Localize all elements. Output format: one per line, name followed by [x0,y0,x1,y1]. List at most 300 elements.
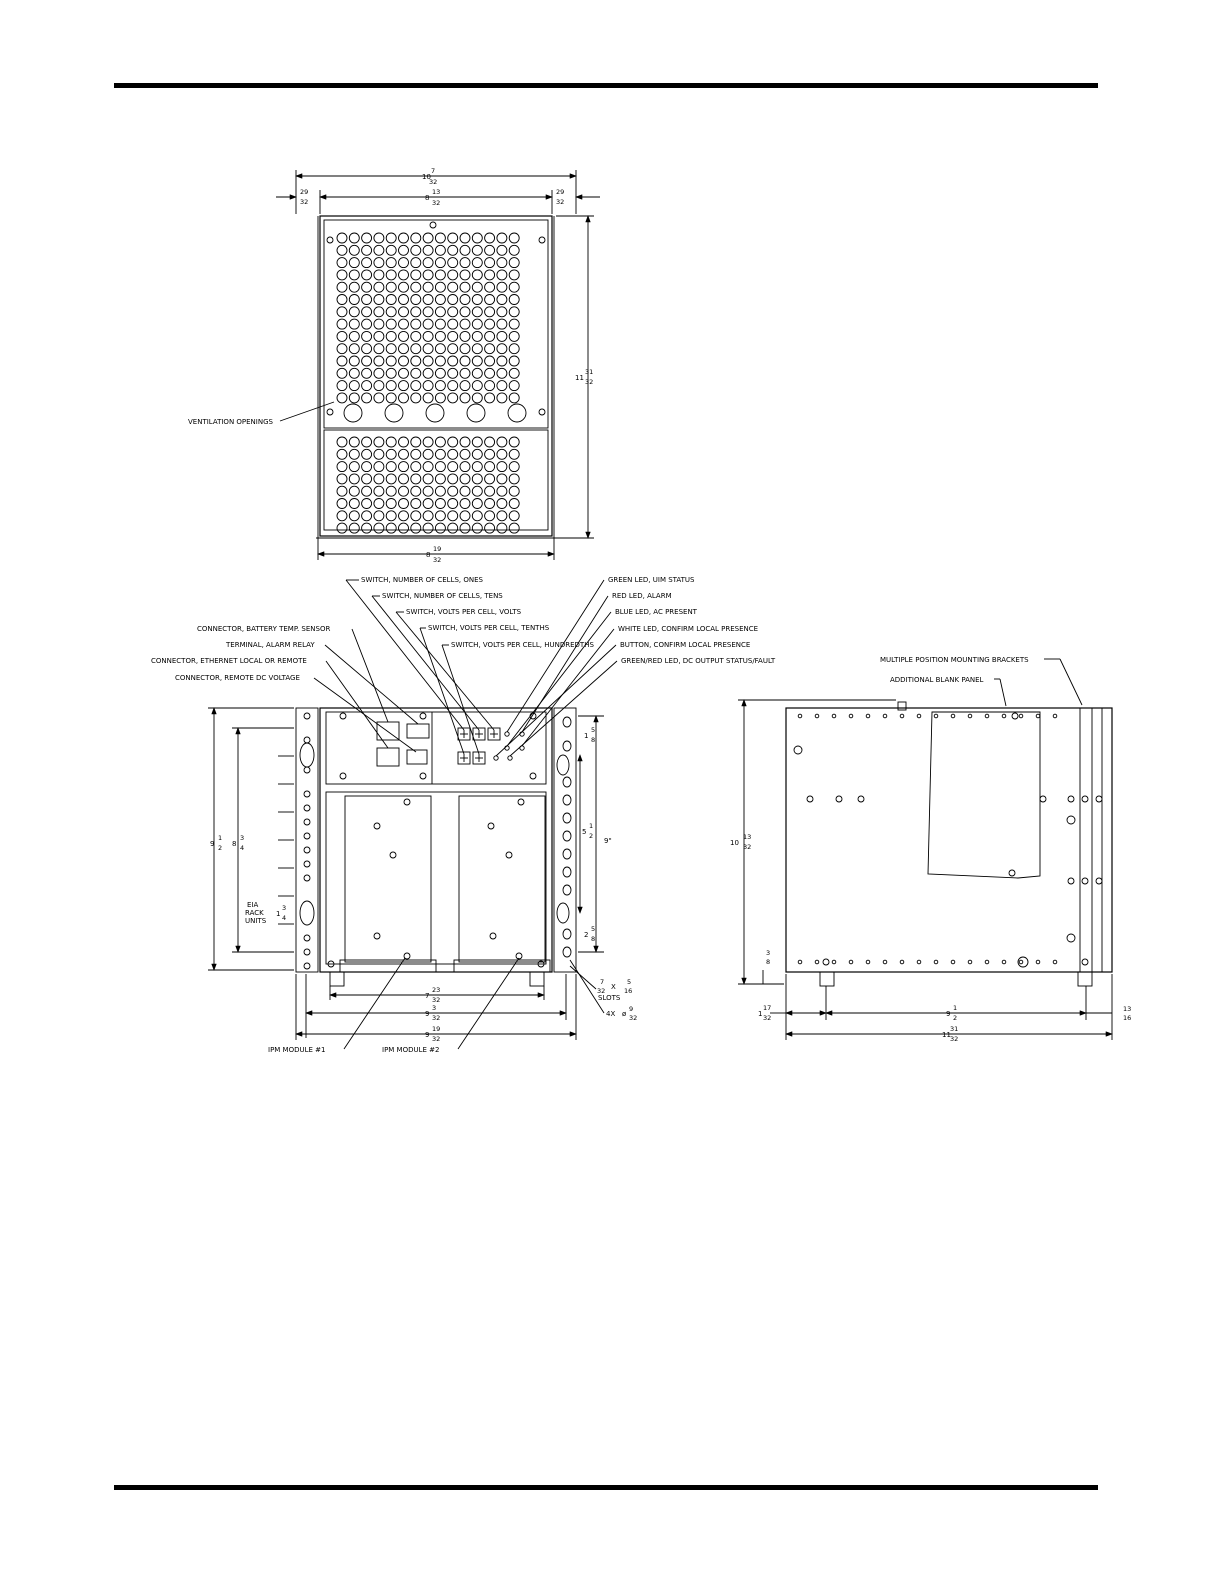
hole [460,233,470,243]
hole [435,449,445,459]
dim-side-left-den: 32 [763,1014,772,1022]
label-units: UNITS [245,917,267,925]
ipm-module-2 [459,796,545,962]
hole [883,714,887,718]
callout-ethernet: CONNECTOR, ETHERNET LOCAL OR REMOTE [151,657,307,665]
hole [448,245,458,255]
dim-width-overall-num: 19 [432,1025,441,1033]
hole [374,331,384,341]
dim-slots-h-num: 5 [627,978,632,986]
hole [423,307,433,317]
hole [509,381,519,391]
hole [460,486,470,496]
hole [337,295,347,305]
hole [509,282,519,292]
dim-width-inner-whole: 9 [425,1010,430,1018]
hole [411,245,421,255]
hole [349,245,359,255]
hole [798,714,802,718]
front-view [151,576,776,1054]
hole [472,486,482,496]
hole [509,449,519,459]
hole [509,499,519,509]
slot [563,947,571,957]
hole [460,474,470,484]
hole [304,847,310,853]
hole [509,437,519,447]
hole [1002,714,1006,718]
hole [349,393,359,403]
dim-side-height-whole: 10 [730,839,739,847]
hole [337,393,347,403]
hole [460,282,470,292]
hole [423,393,433,403]
hole [337,499,347,509]
hole [386,295,396,305]
hole [386,233,396,243]
hole [386,437,396,447]
hole [423,319,433,329]
hole [399,307,409,317]
dim-top-overall-den: 32 [429,178,438,186]
hole [423,486,433,496]
hole [374,437,384,447]
hole [485,474,495,484]
hole [485,462,495,472]
hole [374,368,384,378]
slot [563,929,571,939]
hole [900,714,904,718]
slot [563,741,571,751]
hole [472,270,482,280]
hole [423,356,433,366]
hole [374,393,384,403]
hole [349,356,359,366]
hole [349,437,359,447]
hole [509,295,519,305]
hole [337,282,347,292]
hole [832,960,836,964]
hole [497,270,507,280]
hole [362,270,372,280]
hole [485,486,495,496]
hole [509,233,519,243]
dim-rack-unit-num: 3 [282,904,287,912]
hole [497,245,507,255]
side-screw-icons [794,713,1102,967]
hole [362,282,372,292]
dim-slot-bottom-whole: 2 [584,931,589,939]
hole [448,368,458,378]
hole [472,258,482,268]
dim-top-bottom-whole: 8 [426,551,431,559]
hole [337,474,347,484]
hole [304,963,310,969]
hole [448,393,458,403]
hole [497,282,507,292]
hole [423,462,433,472]
hole [1036,714,1040,718]
hole [386,499,396,509]
hole [349,295,359,305]
hole [304,861,310,867]
hole [411,344,421,354]
hole [362,331,372,341]
hole [460,270,470,280]
hole [374,523,384,533]
hole [472,233,482,243]
hole [362,233,372,243]
hole [485,356,495,366]
hole [411,474,421,484]
hole [509,319,519,329]
hole [337,344,347,354]
hole [509,368,519,378]
hole [460,245,470,255]
callout-switch-cells-tens: SWITCH, NUMBER OF CELLS, TENS [382,592,503,600]
hole [399,486,409,496]
hole [374,449,384,459]
hole [349,486,359,496]
hole [472,245,482,255]
hole [1053,960,1057,964]
hole [386,486,396,496]
hole [399,282,409,292]
hole [497,233,507,243]
dim-top-left-flange-num: 29 [300,188,309,196]
hole [485,295,495,305]
hole [374,233,384,243]
hole [460,331,470,341]
hole [337,319,347,329]
hole [399,319,409,329]
hole [497,474,507,484]
hole [472,381,482,391]
hole [883,960,887,964]
hole [509,474,519,484]
label-eia: EIA [247,901,259,909]
dim-side-height-den: 32 [743,843,752,851]
hole [951,960,955,964]
hole [1053,714,1057,718]
dim-rack-unit-whole: 1 [276,910,281,918]
hole [934,960,938,964]
hole [968,960,972,964]
hole [448,331,458,341]
hole [349,474,359,484]
hole [423,258,433,268]
hole [448,344,458,354]
hole [509,344,519,354]
dim-side-overall-num: 31 [950,1025,959,1033]
hole [497,437,507,447]
hole [399,381,409,391]
hole [337,356,347,366]
hole [411,511,421,521]
hole [448,307,458,317]
hole [399,245,409,255]
hole [1036,960,1040,964]
hole [448,474,458,484]
hole [386,393,396,403]
hole [386,270,396,280]
hole [815,714,819,718]
label-ventilation-openings: VENTILATION OPENINGS [188,418,273,426]
hole [386,368,396,378]
dim-side-left-whole: 1 [758,1010,763,1018]
hole [304,819,310,825]
hole [497,499,507,509]
hole [448,449,458,459]
hole [423,295,433,305]
hole [497,331,507,341]
hole [349,381,359,391]
hole [304,791,310,797]
hole [374,258,384,268]
label-ipm-module-1: IPM MODULE #1 [268,1046,326,1054]
label-blank-panel: ADDITIONAL BLANK PANEL [890,676,984,684]
hole [472,295,482,305]
hole [337,449,347,459]
dim-front-height-den: 2 [218,844,223,852]
hole [435,331,445,341]
hole [435,381,445,391]
rack-holes-left [304,713,310,969]
dim-top-right-flange-den: 32 [556,198,565,206]
hole [304,737,310,743]
hole [497,381,507,391]
dim-front-height-whole: 9 [210,840,215,848]
hole [411,270,421,280]
hole [435,486,445,496]
hole [435,307,445,317]
hole [337,307,347,317]
hole [1019,960,1023,964]
callout-green-red-led: GREEN/RED LED, DC OUTPUT STATUS/FAULT [621,657,776,665]
dim-top-right-flange-num: 29 [556,188,565,196]
hole [472,449,482,459]
hole [460,499,470,509]
hole [815,960,819,964]
hole [509,523,519,533]
hole [362,381,372,391]
hole [435,462,445,472]
dim-side-right-den: 16 [1123,1014,1132,1022]
hole [399,270,409,280]
hole [485,499,495,509]
hole [485,258,495,268]
hole [849,714,853,718]
slot [563,849,571,859]
dim-side-foot-num: 3 [766,949,771,957]
hole [399,331,409,341]
hole [374,307,384,317]
callout-green-led-uim: GREEN LED, UIM STATUS [608,576,695,584]
hole [362,511,372,521]
hole [374,462,384,472]
hole [362,462,372,472]
dim-slot-top-whole: 1 [584,732,589,740]
hole [362,245,372,255]
hole [1019,714,1023,718]
dim-slot-bottom-den: 8 [591,935,596,943]
hole [435,393,445,403]
hole [509,307,519,317]
hole [362,344,372,354]
hole [497,462,507,472]
hole [411,368,421,378]
hole [304,949,310,955]
hole [423,245,433,255]
hole [497,295,507,305]
hole [386,381,396,391]
slot [563,813,571,823]
hole [411,307,421,317]
hole [485,523,495,533]
dim-width-overall-whole: 9 [425,1031,430,1039]
hole [497,258,507,268]
hole [472,462,482,472]
hole [374,499,384,509]
hole [374,344,384,354]
hole [399,356,409,366]
hole [423,511,433,521]
hole [509,486,519,496]
dim-front-height-num: 1 [218,834,223,842]
hole [472,474,482,484]
hole [435,511,445,521]
hole [362,307,372,317]
dim-slot-bottom-num: 5 [591,925,596,933]
hole [934,714,938,718]
hole [866,960,870,964]
hole [448,462,458,472]
hole [399,295,409,305]
hole [485,233,495,243]
slot [563,717,571,727]
hole [460,356,470,366]
hole [411,258,421,268]
dim-width-overall-den: 32 [432,1035,441,1043]
hole [362,437,372,447]
hole [423,270,433,280]
hole [485,449,495,459]
hole [423,331,433,341]
dim-width-inner-num: 3 [432,1004,437,1012]
hole [362,474,372,484]
fan-openings [344,404,526,422]
hole [485,368,495,378]
hole [509,258,519,268]
hole [349,258,359,268]
hole [386,344,396,354]
dim-side-mid-num: 1 [953,1004,958,1012]
label-mounting-brackets: MULTIPLE POSITION MOUNTING BRACKETS [880,656,1029,664]
hole [497,344,507,354]
hole [472,356,482,366]
hole [448,233,458,243]
hole [435,437,445,447]
hole [304,833,310,839]
hole [423,523,433,533]
hole [349,307,359,317]
hole [509,462,519,472]
hole [399,258,409,268]
hole [866,714,870,718]
callout-white-led: WHITE LED, CONFIRM LOCAL PRESENCE [618,625,759,633]
dim-slot-spacing-num: 1 [589,822,594,830]
dim-side-right-num: 13 [1123,1005,1132,1013]
hole [798,960,802,964]
hole [968,714,972,718]
hole [472,393,482,403]
hole [423,381,433,391]
hole [435,282,445,292]
hole [423,282,433,292]
dim-top-inner-den: 32 [432,199,441,207]
hole [509,245,519,255]
hole [435,233,445,243]
dim-side-height-num: 13 [743,833,752,841]
hole [304,875,310,881]
dim-top-bottom-den: 32 [433,556,442,564]
hole [472,368,482,378]
dim-top-overall-num: 7 [431,167,436,175]
hole [386,331,396,341]
hole [448,511,458,521]
dim-side-foot-den: 8 [766,958,771,966]
hole [337,331,347,341]
hole [386,356,396,366]
hole [485,511,495,521]
hole [485,344,495,354]
hole [448,282,458,292]
hole [472,307,482,317]
hole [485,307,495,317]
callout-remote-dc: CONNECTOR, REMOTE DC VOLTAGE [175,674,300,682]
hole [399,511,409,521]
hole [304,935,310,941]
hole [362,449,372,459]
hole [349,511,359,521]
hole [423,437,433,447]
hole [386,474,396,484]
slot [563,885,571,895]
hole [435,270,445,280]
hole [435,499,445,509]
hole [399,499,409,509]
hole [423,233,433,243]
dim-top-height-num: 31 [585,368,594,376]
terminal-alarm-relay [407,724,429,738]
dim-slot-total: 9" [604,837,612,845]
hole [337,523,347,533]
hole [362,295,372,305]
label-ipm-module-2: IPM MODULE #2 [382,1046,440,1054]
hole [337,511,347,521]
hole [374,319,384,329]
hole [485,437,495,447]
hole [386,523,396,533]
hole [411,499,421,509]
hole [399,393,409,403]
hole [386,511,396,521]
hole [399,437,409,447]
dim-front-inner-den: 4 [240,844,245,852]
slot [563,795,571,805]
hole [460,381,470,391]
hole [460,523,470,533]
